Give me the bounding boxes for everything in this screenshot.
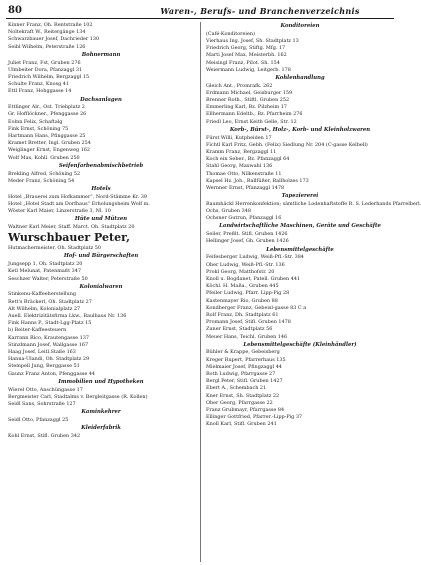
directory-entry: Gleich Ant., Promrafk. 262 [206, 82, 273, 89]
directory-entry: Rolf Franz, Dh. Stadtplatz 61 [206, 311, 279, 318]
directory-entry: Kinner Franz, Oh. Rentstraße 102 [8, 22, 93, 28]
right-column [206, 22, 421, 429]
directory-entry: Stempell Jung, Berggasse 51 [8, 363, 80, 370]
section-heading: Immobilien und Hypotheken [58, 378, 144, 385]
directory-entry: Waltner Karl Meier, Staff. Marct. Oh. Stadtplatz 20 [8, 223, 135, 230]
directory-entry: Ketl Melunat, Patenmaßt 347 [8, 268, 81, 275]
directory-entry: Seidl Sans, Sohrstraße 127 [8, 400, 76, 407]
section-heading: Hof- und Bürgerschaften [63, 253, 139, 260]
directory-entry: Emmerling Karl, Bz. Pilzheim 17 [206, 104, 287, 111]
header-rule [6, 18, 394, 19]
directory-entry: Kner Ernst, Sh. Stadtplatz 22 [206, 392, 280, 399]
directory-entry: Fichtl Karl Fritz, Gebh. (Felix) Siedlung Nr. 204 (C-gasse Kelbell) [206, 141, 368, 148]
directory-entry: Kapsel Hz. Joh., Ballfüßer, Ballholzes 173 [206, 177, 309, 184]
directory-entry: Hellinger Josef, Gh. Gruben 1426 [206, 238, 289, 245]
directory-entry: Brekling Alfred, Schöning 52 [8, 170, 81, 177]
directory-entry: Schwarzbauer Josef, Dachrieder 130 [8, 36, 100, 43]
directory-entry: Kondberger Franz, Gebeisl-gasse 83 C a [206, 304, 307, 311]
directory-entry: Ettl Franz, Hohggasse 14 [8, 88, 72, 95]
directory-entry: Feifesberger Ludwig, Weiß-Pfl.-Str. 384 [206, 254, 304, 261]
directory-entry: Ellhermann Edeltb., Bz. Pfarrheim 276 [206, 111, 303, 118]
section-heading: Konditoreien [280, 23, 320, 29]
directory-entry: Bergmeister Carl, Stadtalms v. Bergleitgasse (R. Kollen) [8, 393, 148, 400]
directory-entry: b) Reiter-Kaffeesteuern [8, 327, 67, 334]
directory-entry: Kastenmayer Rio, Gruben 88 [206, 297, 278, 304]
directory-entry: Bühler & Krappe, Gebeisberg [206, 349, 280, 356]
section-heading: Lebensmittelgeschäfte (Kleinhändler) [243, 341, 357, 348]
directory-entry: Kramet Bretter, Ingl. Gruben 254 [8, 140, 91, 147]
section-heading: Korb-, Bürst-, Holz-, Korb- und Kleinholzwaren [229, 126, 371, 133]
directory-entry: Ober Ludwig, Weiß-Pfl.-Str. 136 [206, 261, 285, 268]
directory-entry: Brenner Roth., Stiftl. Gruben 252 [206, 97, 290, 104]
column-divider [200, 22, 201, 562]
directory-entry: Seiler, Preßlt. Stifl. Gruben 1426 [206, 231, 288, 238]
directory-entry: Gr. Hofflöckner., Pfenggasse 26 [8, 111, 87, 118]
directory-entry: Meder Franz, Schöning 54 [8, 177, 75, 184]
section-heading: Kleiderfabrik [81, 425, 121, 432]
page-number: 80 [8, 5, 22, 16]
directory-entry: Ober Georg, Pfarrgasse 22 [206, 399, 273, 406]
directory-entry: Hutmachermeister, Oh. Stadtplatz 50 [8, 245, 101, 252]
section-heading: Bohnermann [81, 51, 121, 58]
directory-entry: Meuer Hans, Teichl. Gruben 146 [206, 333, 288, 340]
directory-entry: Köchl. H. Maßa., Gruben 445 [206, 283, 279, 290]
directory-entry: Promann Josef, Stifl. Gruben 1478 [206, 319, 291, 326]
directory-entry: Mielmaier Josef, Pfingzaggl 44 [206, 363, 282, 370]
directory-entry: Koch ein Seber., Bz. Pfanzaggl 64 [206, 156, 290, 163]
directory-entry: Stahl Georg, Maxwahl 136 [206, 163, 273, 170]
directory-entry: Kohl Ernst, Stifl. Gruben 342 [8, 432, 81, 439]
directory-entry: Franz Grubmayr, Pfarrgasse 84 [206, 407, 285, 414]
directory-entry: Ochsner Gutrun, Pfanzaggl 16 [206, 215, 282, 222]
directory-entry: Auell. Elektrizitätsfirma Lkw., Baulhaus Nr. 136 [8, 313, 127, 320]
directory-entry: Roth Ludwig, Pfarrgasse 27 [206, 371, 276, 378]
directory-entry: Ettlinger Alr., Ost. Triebplatz 2 [8, 104, 85, 111]
section-heading: Hüte und Mützen [74, 216, 128, 223]
directory-entry: Ebert A., Schembach 21 [206, 385, 267, 392]
directory-entry: Hotel „Brauerei zum Hofkammer“, Nord-Stämme Kr. 39 [8, 193, 147, 200]
directory-entry: Marti Josef Max, Meisterbh. 162 [206, 52, 287, 59]
directory-entry: Juliet Franz, Fst, Gruben 276 [8, 59, 81, 66]
left-column [8, 22, 194, 440]
section-heading: Tapeziererei [281, 193, 319, 200]
directory-entry: Wierel Otto, Anschüngasse 17 [8, 386, 83, 393]
directory-entry: Thomae Otto, Nilkenstraße 11 [206, 170, 282, 177]
directory-entry: Wolf Max, Kohll. Gruben 250 [8, 154, 80, 161]
directory-entry: Zuner Ernst, Stadtplatz 56 [206, 326, 273, 333]
directory-entry: Friedrich Wilhelm, Bergzaggl 15 [8, 73, 90, 80]
directory-entry: Bergl Peter, Stifl. Gruben 1427 [206, 378, 283, 385]
directory-entry: Wernner Ernst, Pfanzaggl 1478 [206, 184, 285, 191]
directory-entry: Friedrich Georg, Stiftg. Mfg. 17 [206, 45, 286, 52]
directory-entry: Seidl Otto, Pfanzaggl 25 [8, 416, 69, 423]
directory-entry: Ochs, Gruben 348 [206, 208, 251, 215]
directory-entry: Seibl Wilhelm, Peterstraße 126 [8, 43, 86, 50]
directory-entry: Wöster Karl Maier, Linzerstraße 3, Nl. 10 [8, 208, 111, 215]
directory-entry: Fürst Willi, Kutpheiden 17 [206, 134, 272, 141]
directory-entry: Seschzer Walter, Peterstraße 50 [8, 275, 88, 282]
directory-entry: Fink Hanns P., Stadt-Lgg-Platz 15 [8, 320, 92, 327]
directory-entry: Haag Josef, Leitl.Staße 163 [8, 349, 76, 356]
section-heading: Hotels [91, 185, 111, 192]
directory-entry: Knoll u. Bogdanet, Patell. Gruben 441 [206, 275, 301, 282]
directory-entry: Karrann Rico, Krautengasse 137 [8, 334, 89, 341]
directory-entry: Knoll Karl, Stifl. Gruben 241 [206, 421, 277, 428]
directory-entry: Fink Ernst, Schöning 75 [8, 125, 69, 132]
directory-entry: Hotel „Hotel Stadt am Dorfhaus“ Erholungsheim Wolf m. [8, 200, 150, 207]
directory-entry: Eolnn Felix, Schaftalg [8, 118, 63, 125]
section-heading: Dachsanlagen [80, 96, 122, 103]
directory-entry: Weiglinger Ernst, Engenweg 162 [8, 147, 91, 154]
directory-entry: Kramm Franz, Bergzaggl 11 [206, 148, 277, 155]
section-heading: Kolonialwaren [79, 283, 123, 290]
page-header [6, 5, 394, 18]
directory-entry: Weiermann Ludwig, Leitgerb. 178 [206, 66, 291, 73]
section-heading: Landwirtschaftliche Maschinen, Geräte und Geschäfte [219, 223, 381, 230]
directory-entry: Stinzlmann Josef, Wallgasse 167 [8, 341, 89, 348]
directory-entry: Hartmann Hans, Pfinggasse 25 [8, 133, 86, 140]
section-heading: Seifenfarbenabmischbetrieb [58, 162, 144, 169]
directory-entry: Alt Wilhelm, Kolonialplatz 27 [8, 305, 81, 312]
directory-entry: Jungsepp 1, Oh. Stadtplatz 20 [8, 261, 83, 268]
directory-entry: Gaunz Franz Anton, Pfenggasse 44 [8, 370, 96, 377]
directory-entry: Meisingl Franz, Pilot. Sh. 154 [206, 59, 280, 66]
section-heading: Lebensmittelgeschäfte [266, 246, 334, 253]
directory-entry: Stinkenu-Kaffeeherstellung [8, 291, 76, 298]
directory-entry: Kreger Rupert, Pfarrerhaus 135 [206, 356, 286, 363]
directory-entry: Prokl Georg, Matthofstr. 20 [206, 268, 275, 275]
directory-entry: Schulte Franz, Knosg 41 [8, 81, 70, 88]
directory-entry: Hanna-Ulandi, Oh. Stadtplatz 29 [8, 356, 90, 363]
directory-entry: Noltekraft W., Reitergänge 134 [8, 29, 86, 36]
directory-entry: Friedl Leo, Ernst Keith Gelle, Str. 12 [206, 118, 297, 125]
section-heading: Kohlenhandlung [275, 74, 325, 81]
directory-entry: (Café-Konditoreien) [206, 30, 255, 37]
section-heading: Kaminkehrer [81, 409, 121, 416]
directory-entry: Pfeiler Ludwig, Pfarr. Lipp-Pig 28 [206, 290, 290, 297]
directory-entry: Erdmann Michael, Geisburger 159 [206, 89, 293, 96]
directory-entry: Ellinger Gottfried, Pfarrer.-Lipp-Pig 37 [206, 414, 303, 421]
directory-entry: Rett's Bräckerl, Oh. Stadtplatz 27 [8, 298, 92, 305]
directory-entry: Vierhaus Ing. Josef, Sh. Stadtplatz 13 [206, 37, 299, 44]
directory-entry: Ulmbeiter Dora, Pfanzaggl 31 [8, 66, 83, 73]
running-head: Waren-, Berufs- und Branchenverzeichnis [160, 6, 360, 16]
directory-entry: Baumhäckl Herrenkonfektion; sämtliche Lodenhaftstoffe R. S. Lederhands Pfarrelberl. [206, 200, 421, 207]
featured-entry: Wurschbauer Peter, [8, 231, 130, 245]
